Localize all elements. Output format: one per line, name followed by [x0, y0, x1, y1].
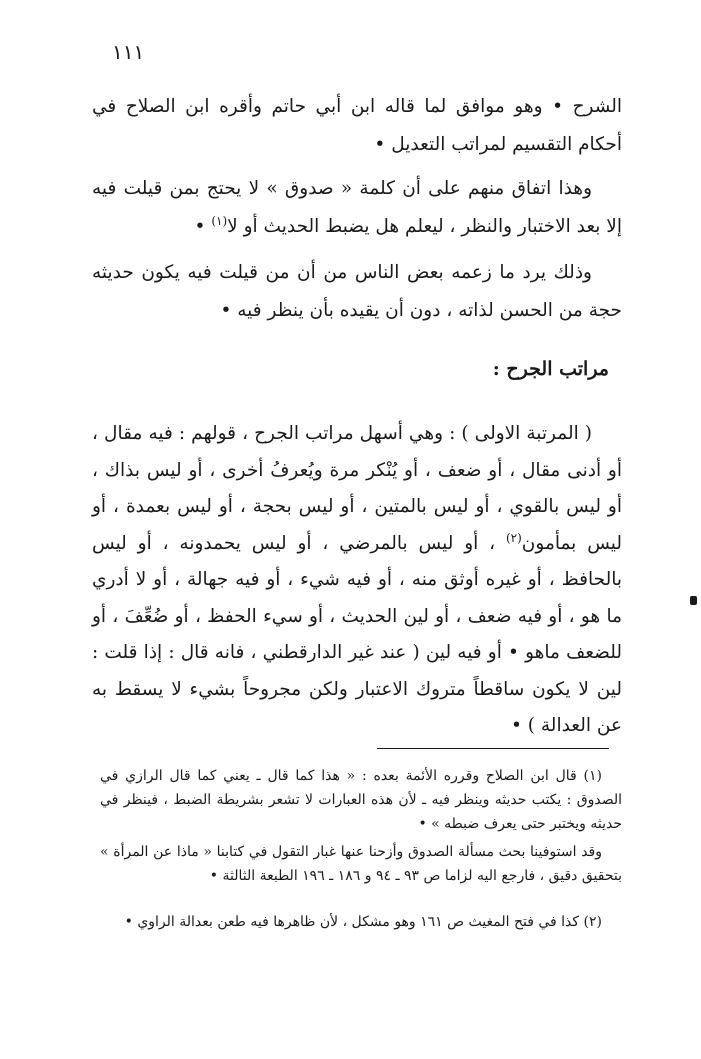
footnote-1-text: (١) قال ابن الصلاح وقرره الأئمة بعده : « هذا كما قال ـ يعني كما قال الرازي في الصدوق : يكتب حديثه وينظر فيه ـ لأن هذه العبارات لا تشعر بشريطة الضبط ، فينظر في حديثه ويختبر حتى يعرف ضبطه » • [100, 768, 622, 832]
paragraph-4-part1: ( المرتبة الاولى ) : وهي أسهل مراتب الجرح ، قولهم : فيه مقال ، أو أدنى مقال ، أو ضعف ، أو يُنْكر مرة ويُعرفُ أخرى ، أو ليس بذاك ، أو ليس بالقوي ، أو ليس بالمتين ، أو ليس بحجة ، أو ليس بعمدة ، أو ليس بمأمون [92, 423, 622, 554]
footnote-1-continued [100, 840, 622, 888]
footnote-1-continued-text: وقد استوفينا بحث مسألة الصدوق وأزحنا عنها غبار التقول في كتابنا « ماذا عن المرأة » بتحقيق دقيق ، فارجع اليه لزاما ص ٩٣ ـ ٩٤ و ١٨٦ ـ ١٩٦ الطبعة الثالثة • [100, 844, 622, 884]
paragraph-2-end: • [194, 216, 212, 237]
paragraph-4-text [92, 416, 622, 745]
footnote-ref-1: (١) [211, 213, 228, 228]
paragraph-1-text: الشرح • وهو موافق لما قاله ابن أبي حاتم وأقره ابن الصلاح في أحكام التقسيم لمراتب التعديل • [92, 96, 622, 155]
footnote-2-text: (٢) كذا في فتح المغيث ص ١٦١ وهو مشكل ، لأن ظاهرها فيه طعن بعدالة الراوي • [124, 914, 602, 930]
footnote-2 [100, 910, 622, 934]
paragraph-2-main: وهذا اتفاق منهم على أن كلمة « صدوق » لا يحتج بمن قيلت فيه إلا بعد الاختبار والنظر ، ليعلم هل يضبط الحديث أو لا [92, 178, 622, 237]
footnote-1 [100, 764, 622, 836]
paragraph-2-text [92, 170, 622, 246]
paragraph-2 [92, 170, 622, 246]
page-number: ١١١ [112, 40, 145, 64]
margin-mark [690, 596, 697, 605]
paragraph-4 [92, 416, 622, 745]
paragraph-4-part2: ، أو ليس بالمرضي ، أو ليس يحمدونه ، أو ليس بالحافظ ، أو غيره أوثق منه ، أو فيه شيء ، أو فيه جهالة ، أو لا أدري ما هو ، أو فيه ضعف ، أو لين الحديث ، أو سيء الحفظ ، أو ضُعِّفَ ، أو للضعف ماهو • أو فيه لين ( عند غير الدارقطني ، فانه قال : إذا قلت : لين لا يكون ساقطاً متروك الاعتبار ولكن مجروحاً بشيء لا يسقط به عن العدالة ) • [92, 532, 622, 736]
section-heading: مراتب الجرح : [492, 358, 609, 380]
footnote-divider [377, 748, 609, 749]
paragraph-3-text: وذلك يرد ما زعمه بعض الناس من أن من قيلت فيه يكون حديثه حجة من الحسن لذاته ، دون أن يقيده بأن ينظر فيه • [92, 262, 622, 321]
paragraph-1 [92, 88, 622, 164]
paragraph-3 [92, 254, 622, 330]
footnote-ref-2: (٢) [505, 530, 522, 545]
